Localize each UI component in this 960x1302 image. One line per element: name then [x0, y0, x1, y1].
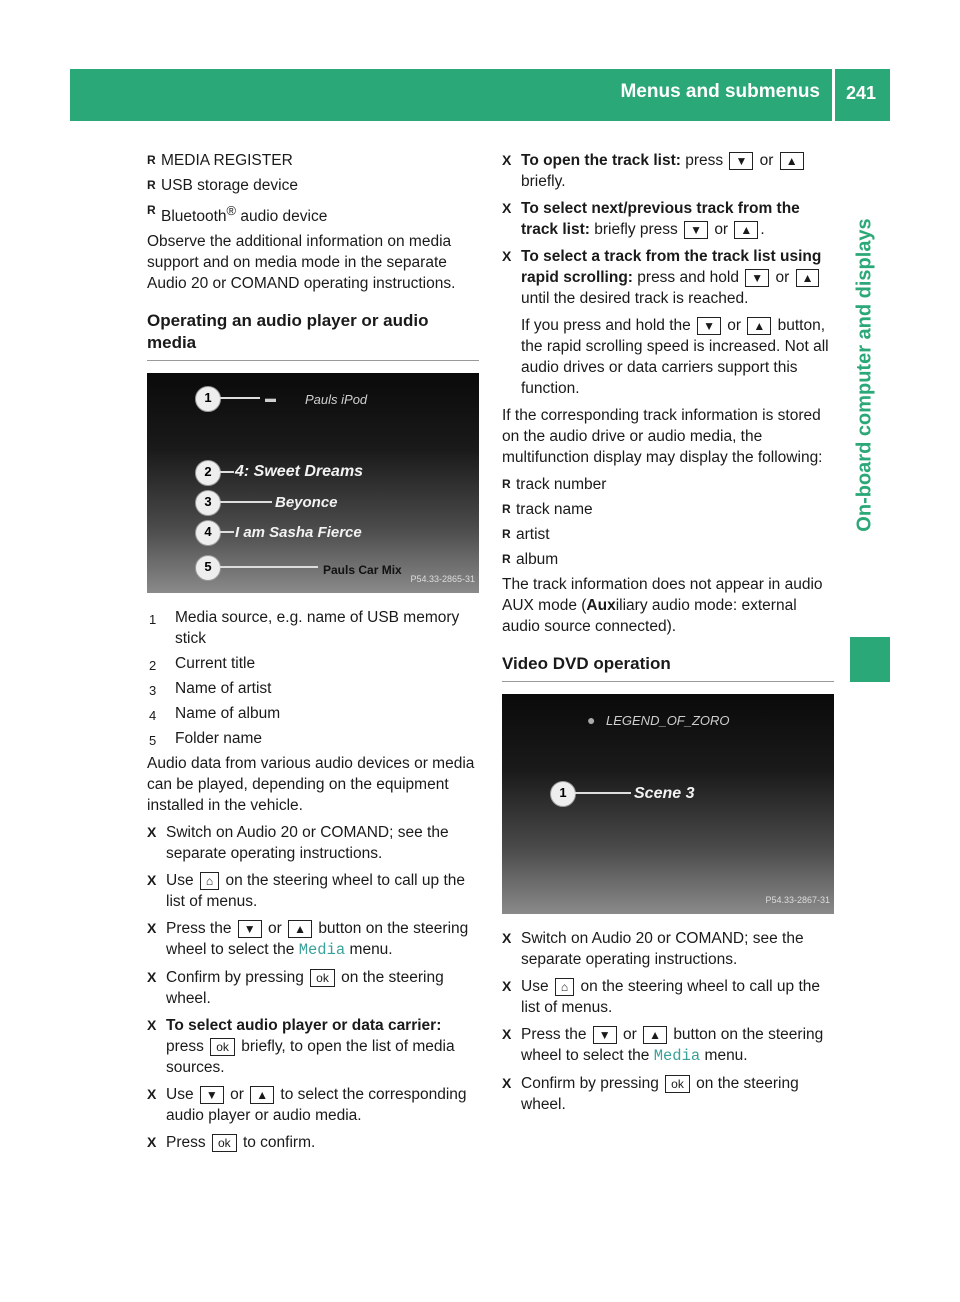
down-key-icon: ▼ — [200, 1086, 224, 1104]
list-item: R MEDIA REGISTER — [147, 150, 479, 171]
down-key-icon: ▼ — [238, 920, 262, 938]
intro-paragraph: Observe the additional information on media support and on media mode in the separate Audio 20 or COMAND operating instructions. — [147, 233, 456, 293]
down-key-icon: ▼ — [697, 317, 721, 335]
audio-screen-image — [147, 373, 479, 593]
list-item: R Bluetooth® audio device — [147, 200, 479, 227]
callout-3: 3 — [195, 490, 221, 516]
up-key-icon: ▲ — [643, 1026, 667, 1044]
note-paragraph: If you press and hold the ▼ or ▲ button, the rapid scrolling speed is increased. Not all audio drives or data carriers support this function. — [521, 317, 829, 397]
down-key-icon: ▼ — [729, 152, 753, 170]
list-item: R artist — [502, 524, 834, 545]
instruction-step: X To open the track list: press ▼ or ▲ briefly. — [502, 150, 834, 192]
ok-key-icon: ok — [210, 1038, 235, 1056]
dvd-title-text: LEGEND_OF_ZORO — [606, 713, 730, 728]
side-block — [850, 637, 890, 682]
side-tab — [845, 125, 885, 625]
callout-1: 1 — [195, 386, 221, 412]
section-heading: Video DVD operation — [502, 653, 834, 682]
callout-2: 2 — [195, 460, 221, 486]
instruction-step: X Confirm by pressing ok on the steering wheel. — [502, 1073, 834, 1115]
audio-data-paragraph: Audio data from various audio devices or media can be played, depending on the equipment installed in the vehicle. — [147, 755, 475, 815]
album-text: I am Sasha Fierce — [235, 524, 362, 542]
instruction-step: X Use ▼ or ▲ to select the corresponding audio player or audio media. — [147, 1084, 479, 1126]
video-screen-image — [502, 694, 834, 914]
instruction-step: X Use ⌂ on the steering wheel to call up the list of menus. — [502, 976, 834, 1018]
header-bar — [70, 69, 890, 121]
instruction-step: X Use ⌂ on the steering wheel to call up the list of menus. — [147, 870, 479, 912]
up-key-icon: ▲ — [288, 920, 312, 938]
callout-line — [220, 397, 260, 399]
header-divider — [832, 69, 835, 121]
media-menu-label: Media — [653, 1047, 701, 1065]
media-menu-label: Media — [298, 941, 346, 960]
callout-4: 4 — [195, 520, 221, 546]
instruction-step: X Switch on Audio 20 or COMAND; see the separate operating instructions. — [147, 822, 479, 864]
legend-item: 5 Folder name — [149, 730, 263, 749]
callout-line — [220, 471, 234, 473]
legend-item: 1 Media source, e.g. name of USB memory stick — [149, 609, 460, 648]
ok-key-icon: ok — [212, 1134, 237, 1152]
home-key-icon: ⌂ — [200, 872, 219, 890]
usb-icon: ▬ — [265, 393, 276, 406]
folder-text: Pauls Car Mix — [323, 563, 402, 578]
list-item: R track name — [502, 499, 834, 520]
section-heading: Operating an audio player or audio media — [147, 310, 479, 361]
media-source-text: Pauls iPod — [305, 392, 368, 408]
instruction-step: X To select a track from the track list using rapid scrolling: press and hold ▼ or ▲ until the desired track is reached. — [502, 246, 834, 309]
up-key-icon: ▲ — [747, 317, 771, 335]
track-info-paragraph: If the corresponding track information is stored on the audio drive or audio media, the multifunction display may display the following: — [502, 407, 823, 466]
instruction-step: X Switch on Audio 20 or COMAND; see the separate operating instructions. — [502, 928, 834, 970]
up-key-icon: ▲ — [734, 221, 758, 239]
current-title-text: 4: Sweet Dreams — [235, 463, 364, 481]
list-item: R track number — [502, 474, 834, 495]
callout-line — [220, 501, 272, 503]
callout-5: 5 — [195, 555, 221, 581]
legend-item: 3 Name of artist — [149, 680, 272, 699]
registered-mark: ® — [226, 203, 237, 218]
list-item: R album — [502, 549, 834, 570]
instruction-step: X Confirm by pressing ok on the steering wheel. — [147, 967, 479, 1009]
callout-line — [220, 566, 318, 568]
ok-key-icon: ok — [310, 969, 335, 987]
side-tab-label: On-board computer and displays — [853, 218, 876, 532]
page-number: 241 — [846, 83, 877, 103]
figure-id: P54.33-2867-31 — [765, 895, 830, 905]
scene-text: Scene 3 — [634, 785, 695, 802]
list-item: R USB storage device — [147, 175, 479, 196]
callout-line — [220, 531, 234, 533]
down-key-icon: ▼ — [593, 1026, 617, 1044]
instruction-step: X Press ok to confirm. — [147, 1132, 479, 1153]
instruction-step: X To select audio player or data carrier: press ok briefly, to open the list of media sources. — [147, 1015, 479, 1078]
figure-id: P54.33-2865-31 — [410, 574, 475, 585]
aux-paragraph: The track information does not appear in audio AUX mode (Auxiliary audio mode: external audio source connected). — [502, 576, 823, 635]
instruction-step: X To select next/previous track from the track list: briefly press ▼ or ▲ . — [502, 198, 834, 240]
callout-line — [575, 792, 631, 794]
instruction-step: X Press the ▼ or ▲ button on the steering wheel to select the Media menu. — [502, 1024, 834, 1067]
disc-icon: ● — [587, 712, 596, 728]
up-key-icon: ▲ — [780, 152, 804, 170]
legend-item: 2 Current title — [149, 655, 256, 674]
artist-text: Beyonce — [275, 494, 338, 512]
down-key-icon: ▼ — [745, 269, 769, 287]
callout-1: 1 — [550, 781, 576, 807]
home-key-icon: ⌂ — [555, 978, 574, 996]
instruction-step: X Press the ▼ or ▲ button on the steering wheel to select the Media menu. — [147, 918, 479, 961]
section-title: Menus and submenus — [620, 81, 820, 102]
up-key-icon: ▲ — [796, 269, 820, 287]
up-key-icon: ▲ — [250, 1086, 274, 1104]
down-key-icon: ▼ — [684, 221, 708, 239]
legend-item: 4 Name of album — [149, 705, 281, 724]
ok-key-icon: ok — [665, 1075, 690, 1093]
right-column — [502, 150, 834, 1121]
left-column — [147, 150, 479, 1159]
